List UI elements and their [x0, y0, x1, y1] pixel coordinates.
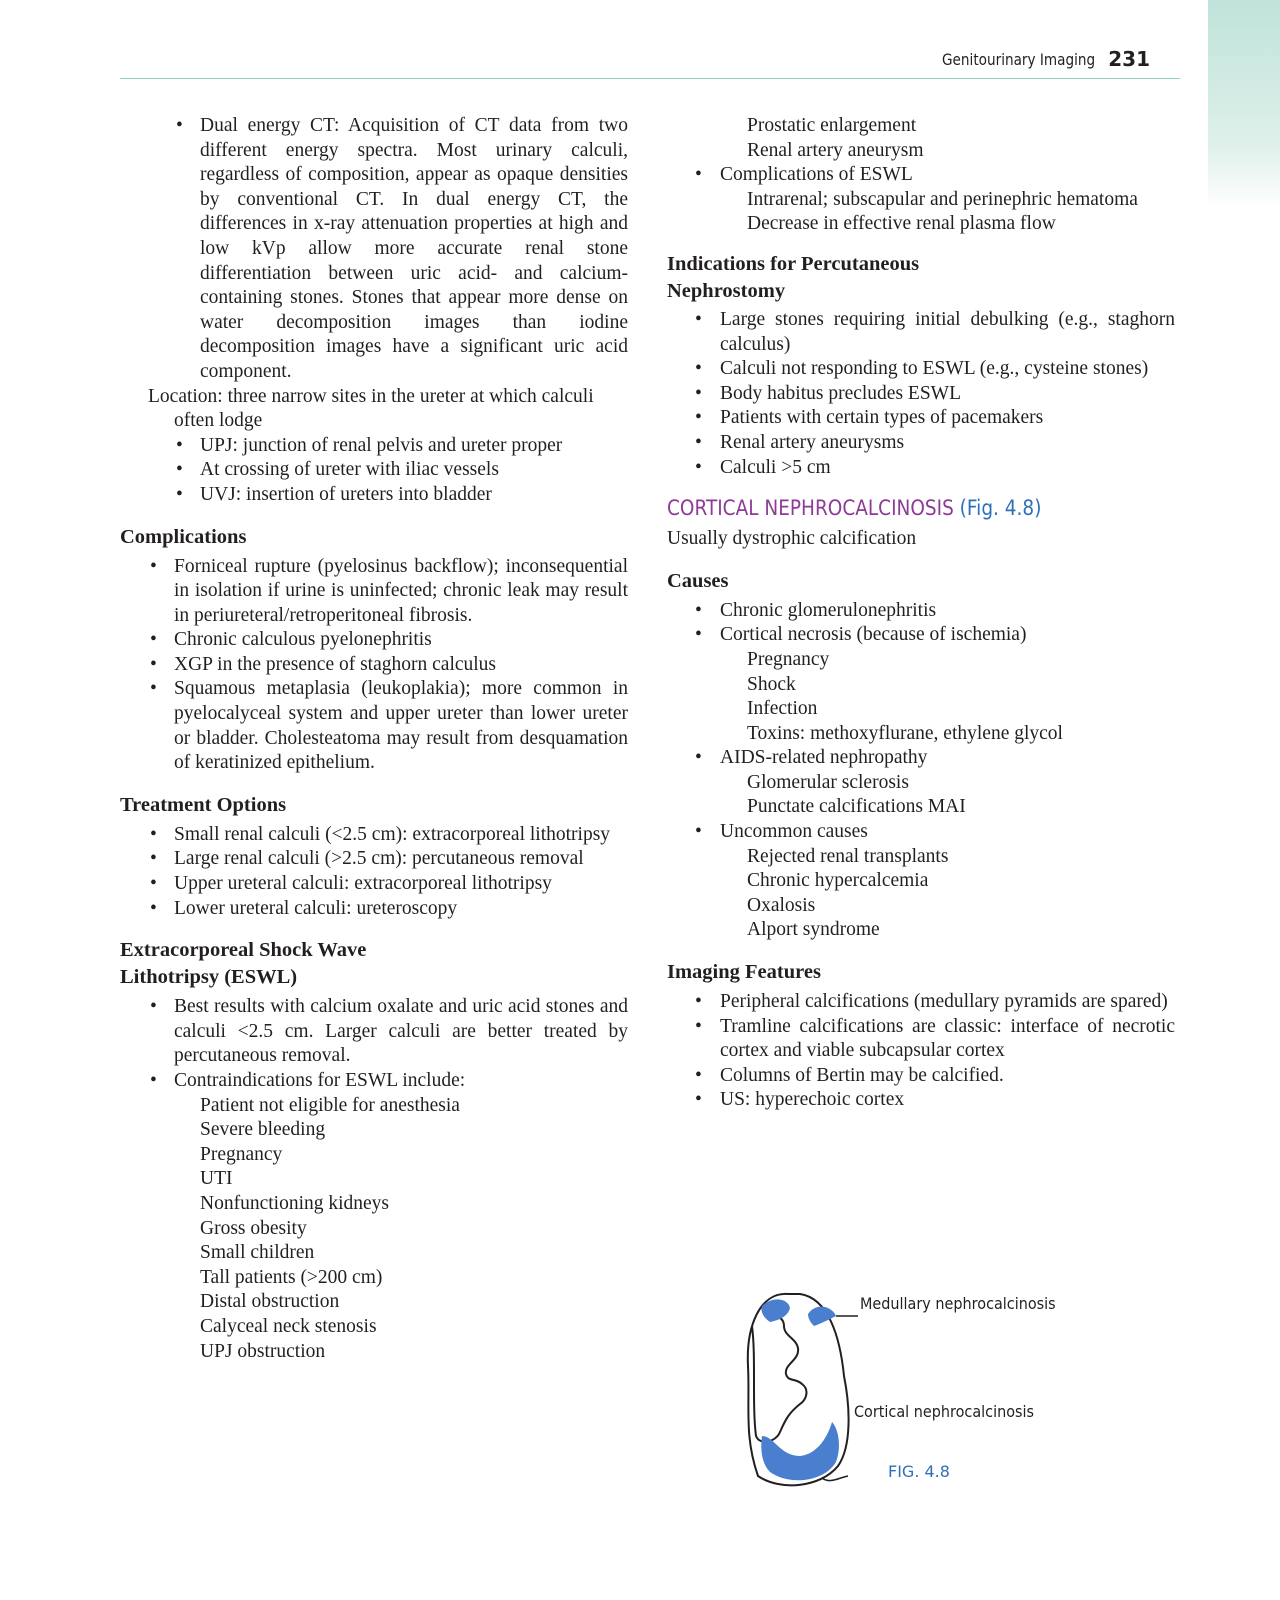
- contra-sub-item: Tall patients (>200 cm): [200, 1266, 383, 1288]
- imaging-item: • Tramline calcifications are classic: interface of necrotic cortex and viable subcapsular cortex: [667, 1015, 1175, 1064]
- cause-sub-item: Alport syndrome: [747, 919, 880, 941]
- cause-sub-item: Chronic hypercalcemia: [747, 870, 929, 892]
- eswl-contra-item: • Contraindications for ESWL include:: [120, 1069, 628, 1094]
- label-cortical: Cortical nephrocalcinosis: [854, 1402, 1035, 1421]
- pcn-item: • Renal artery aneurysms: [667, 431, 1175, 456]
- pcn-item: • Patients with certain types of pacemakers: [667, 406, 1175, 431]
- pcn-item: • Calculi >5 cm: [667, 456, 1175, 481]
- imaging-item: • Columns of Bertin may be calcified.: [667, 1064, 1175, 1089]
- running-header: [120, 44, 1180, 79]
- contra-sub-item: Patient not eligible for anesthesia: [200, 1094, 460, 1116]
- treatment-item: • Upper ureteral calculi: extracorporeal lithotripsy: [120, 872, 628, 897]
- treatment-item: • Large renal calculi (>2.5 cm): percutaneous removal: [120, 847, 628, 872]
- contra-sub-item: Severe bleeding: [200, 1119, 326, 1141]
- section-intro: Usually dystrophic calcification: [667, 528, 917, 550]
- label-medullary: Medullary nephrocalcinosis: [860, 1294, 1056, 1313]
- cause-sub-item: Toxins: methoxyflurane, ethylene glycol: [747, 722, 1063, 744]
- imaging-heading: Imaging Features: [667, 961, 821, 984]
- pcn-heading-line2: Nephrostomy: [667, 279, 786, 302]
- cause-sub-item: Shock: [747, 673, 796, 695]
- cause-item: • AIDS-related nephropathy: [667, 746, 1175, 771]
- left-column: [120, 114, 628, 1364]
- page-number: 231: [1108, 47, 1150, 71]
- eswl-complication-sub: Decrease in effective renal plasma flow: [747, 213, 1056, 235]
- cause-item: • Cortical necrosis (because of ischemia): [667, 623, 1175, 648]
- cause-item: • Chronic glomerulonephritis: [667, 599, 1175, 624]
- contra-sub-item: Nonfunctioning kidneys: [200, 1192, 390, 1214]
- imaging-item: • Peripheral calcifications (medullary pyramids are spared): [667, 990, 1175, 1015]
- treatment-item: • Lower ureteral calculi: ureteroscopy: [120, 897, 628, 922]
- cause-sub-item: Infection: [747, 698, 818, 720]
- complication-item: • Forniceal rupture (pyelosinus backflow); inconsequential in isolation if urine is uninfected; chronic leak may result in periureteral/retroperitoneal fibrosis.: [120, 555, 628, 629]
- treatment-item: • Small renal calculi (<2.5 cm): extracorporeal lithotripsy: [120, 823, 628, 848]
- location-text: Location: three narrow sites in the ureter at which calculi often lodge: [148, 385, 594, 432]
- complication-item: • XGP in the presence of staghorn calculus: [120, 653, 628, 678]
- chapter-tab: [1208, 0, 1280, 208]
- contra-sub-item: Calyceal neck stenosis: [200, 1315, 377, 1337]
- eswl-heading: [120, 937, 628, 991]
- contra-sub-item: Gross obesity: [200, 1217, 307, 1239]
- location-item: • UPJ: junction of renal pelvis and ureter proper: [120, 434, 628, 459]
- pcn-item: • Calculi not responding to ESWL (e.g., cysteine stones): [667, 357, 1175, 382]
- cause-sub-item: Pregnancy: [747, 648, 830, 670]
- location-item: • At crossing of ureter with iliac vessels: [120, 458, 628, 483]
- contra-sub-item: Prostatic enlargement: [747, 115, 917, 136]
- eswl-best-item: • Best results with calcium oxalate and uric acid stones and calculi <2.5 cm. Larger calculi are better treated by percutaneous removal.: [120, 995, 628, 1069]
- header-title: Genitourinary Imaging: [941, 50, 1095, 69]
- pcn-heading-line1: Indications for Percutaneous: [667, 252, 920, 275]
- pcn-item: • Body habitus precludes ESWL: [667, 382, 1175, 407]
- section-title-text: CORTICAL NEPHROCALCINOSIS: [667, 496, 954, 521]
- complication-item: • Squamous metaplasia (leukoplakia); more common in pyelocalyceal system and upper ureter than lower ureter or bladder. Cholesteatoma may result from desquamation of keratinized epithelium.: [120, 677, 628, 775]
- cause-sub-item: Oxalosis: [747, 894, 816, 916]
- contra-sub-item: Renal artery aneurysm: [747, 139, 924, 161]
- contra-sub-item: Distal obstruction: [200, 1291, 340, 1313]
- eswl-heading-line2: Lithotripsy (ESWL): [120, 966, 298, 989]
- cause-sub-item: Rejected renal transplants: [747, 845, 949, 867]
- eswl-complications-item: • Complications of ESWL: [667, 163, 1175, 188]
- figure-caption: FIG. 4.8: [888, 1462, 950, 1481]
- eswl-complication-sub: Intrarenal; subscapular and perinephric hematoma: [747, 188, 1138, 210]
- section-title: [667, 493, 1114, 523]
- figure-reference-link[interactable]: Fig. 4.8: [966, 496, 1035, 521]
- pcn-item: • Large stones requiring initial debulking (e.g., staghorn calculus): [667, 308, 1175, 357]
- cause-item: • Uncommon causes: [667, 820, 1175, 845]
- cause-sub-item: Glomerular sclerosis: [747, 771, 909, 793]
- causes-heading: Causes: [667, 569, 729, 592]
- figure-reference-close: ): [1034, 496, 1042, 521]
- pcn-heading: [667, 251, 1175, 305]
- imaging-item: • US: hyperechoic cortex: [667, 1088, 1175, 1113]
- contra-sub-item: UTI: [200, 1168, 233, 1190]
- right-column: [667, 114, 1175, 1113]
- cause-sub-item: Punctate calcifications MAI: [747, 796, 966, 818]
- contra-sub-item: Small children: [200, 1242, 315, 1264]
- figure-reference-open: (: [953, 496, 967, 521]
- location-item: • UVJ: insertion of ureters into bladder: [120, 483, 628, 508]
- complications-heading: Complications: [120, 525, 247, 548]
- eswl-heading-line1: Extracorporeal Shock Wave: [120, 939, 367, 962]
- treatment-heading: Treatment Options: [120, 793, 287, 816]
- dual-energy-bullet: • Dual energy CT: Acquisition of CT data from two different energy spectra. Most urinary calculi, regardless of composition, appear as opaque densities by conventional CT. In dual energy CT, the differences in x-ray attenuation properties at high and low kVp allow more accurate renal stone differentiation between uric acid- and calcium-containing stones. Stones that appear more dense on water decomposition images than iodine decomposition images have a significant uric acid component.: [120, 114, 628, 385]
- contra-sub-item: Pregnancy: [200, 1143, 283, 1165]
- contra-sub-item: UPJ obstruction: [200, 1340, 326, 1362]
- complication-item: • Chronic calculous pyelonephritis: [120, 628, 628, 653]
